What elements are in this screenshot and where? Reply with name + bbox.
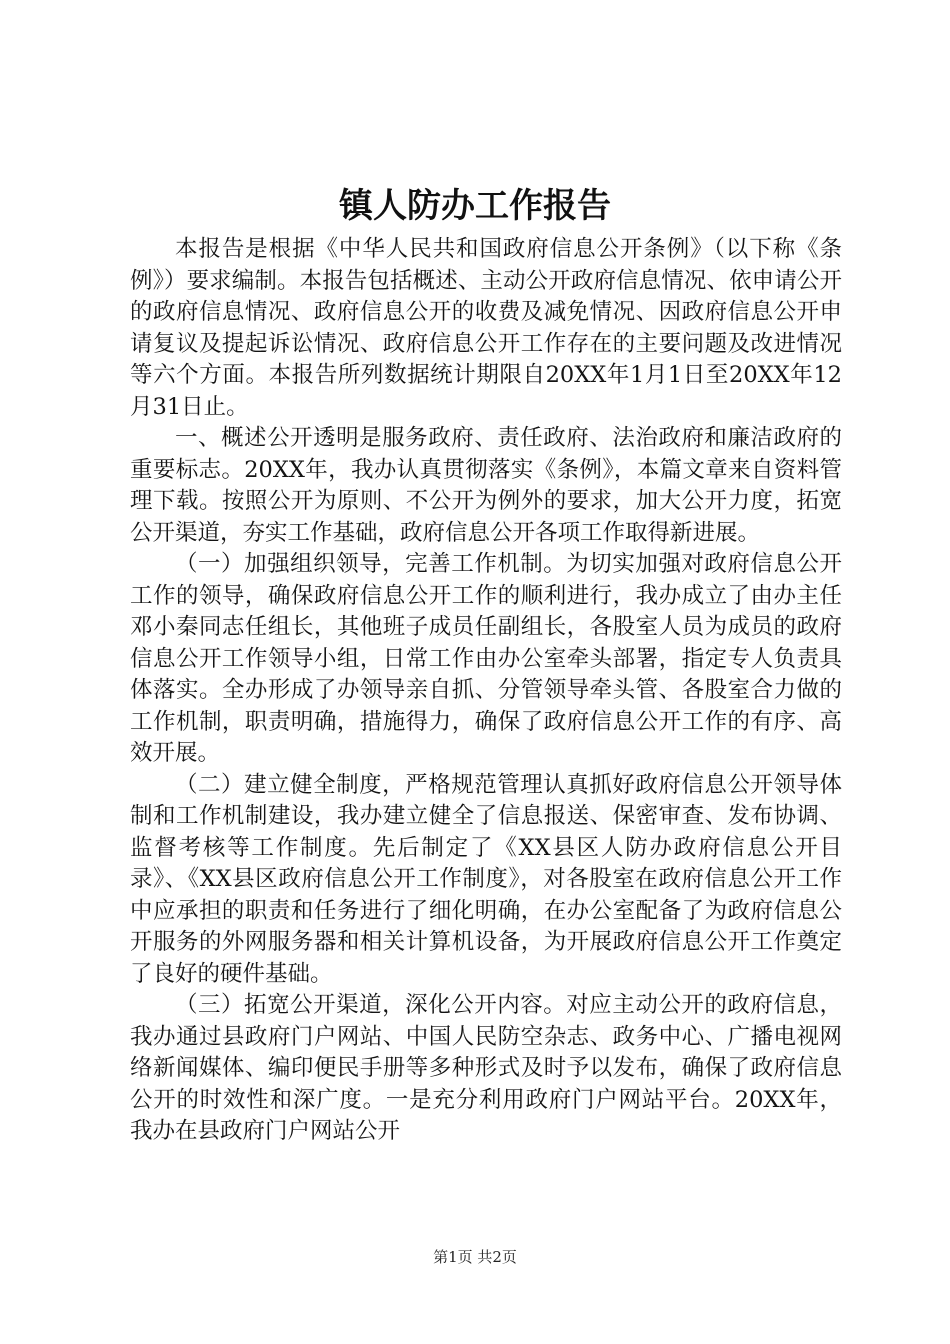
document-title: 镇人防办工作报告 (339, 186, 611, 226)
paragraph-overview: 一、概述公开透明是服务政府、责任政府、法治政府和廉洁政府的重要标志。20XX年，我办认真贯彻落实《条例》，本篇文章来自资料管理下载。按照公开为原则、不公开为例外的要求，加大公开力度，拓宽公开渠道，夯实工作基础，政府信息公开各项工作取得新进展。 (130, 425, 842, 546)
paragraph-intro: 本报告是根据《中华人民共和国政府信息公开条例》（以下称《条例》）要求编制。本报告包括概述、主动公开政府信息情况、依申请公开的政府信息情况、政府信息公开的收费及减免情况、因政府信息公开申请复议及提起诉讼情况、政府信息公开工作存在的主要问题及改进情况等六个方面。本报告所列数据统计期限自20XX年1月1日至20XX年12月31日止。 (130, 236, 842, 420)
document-body (130, 234, 842, 1148)
paragraph-section-2: （二）建立健全制度，严格规范管理认真抓好政府信息公开领导体制和工作机制建设，我办建立健全了信息报送、保密审查、发布协调、监督考核等工作制度。先后制定了《XX县区人防办政府信息公开目录》、《XX县区政府信息公开工作制度》，对各股室在政府信息公开工作中应承担的职责和任务进行了细化明确，在办公室配备了为政府信息公开服务的外网服务器和相关计算机设备，为开展政府信息公开工作奠定了良好的硬件基础。 (130, 771, 842, 987)
paragraph-section-3: （三）拓宽公开渠道，深化公开内容。对应主动公开的政府信息，我办通过县政府门户网站、中国人民防空杂志、政务中心、广播电视网络新闻媒体、编印便民手册等多种形式及时予以发布，确保了政府信息公开的时效性和深广度。一是充分利用政府门户网站平台。20XX年，我办在县政府门户网站公开 (130, 992, 842, 1144)
page-number-footer: 第1页 共2页 (433, 1248, 517, 1266)
paragraph-section-1: （一）加强组织领导，完善工作机制。为切实加强对政府信息公开工作的领导，确保政府信息公开工作的顺利进行，我办成立了由办主任邓小秦同志任组长，其他班子成员任副组长，各股室人员为成员的政府信息公开工作领导小组，日常工作由办公室牵头部署，指定专人负责具体落实。全办形成了办领导亲自抓、分管领导牵头管、各股室合力做的工作机制，职责明确，措施得力，确保了政府信息公开工作的有序、高效开展。 (130, 551, 842, 766)
